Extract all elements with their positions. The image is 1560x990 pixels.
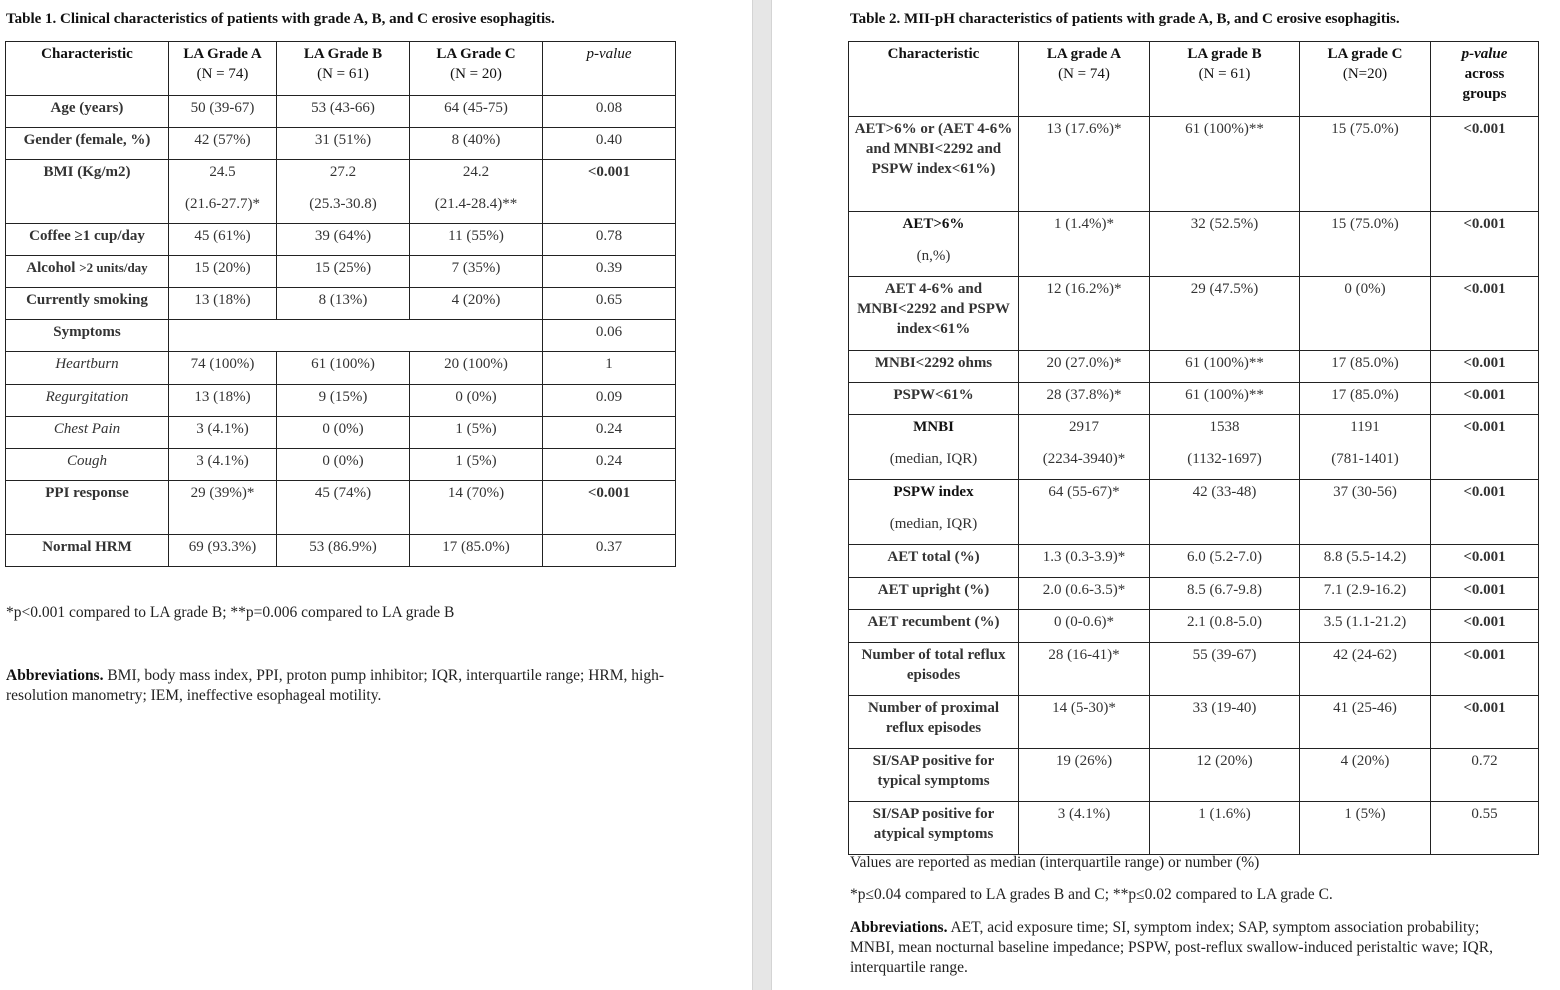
cell-grade-c: 14 (70%)	[410, 481, 543, 535]
cell-value: 24.5	[209, 164, 236, 180]
row-label-unit: (n,%)	[916, 248, 951, 264]
row-label: Age (years)	[6, 96, 169, 128]
header-n: (N = 61)	[1198, 66, 1251, 82]
cell-pvalue: <0.001	[1431, 383, 1539, 415]
row-label	[849, 212, 1019, 277]
cell-grade-b: 55 (39-67)	[1150, 643, 1300, 696]
cell-grade-a: 64 (55-67)*	[1019, 480, 1150, 545]
table1	[5, 41, 676, 567]
cell-value: 1538	[1209, 419, 1240, 435]
cell-grade-a: 28 (37.8%)*	[1019, 383, 1150, 415]
cell-value: 24.2	[462, 164, 490, 180]
header-text: LA Grade C	[436, 46, 516, 62]
cell-grade-a: 0 (0-0.6)*	[1019, 610, 1150, 643]
row-label: Gender (female, %)	[6, 128, 169, 160]
row-label-unit: (median, IQR)	[889, 516, 978, 532]
cell-pvalue: <0.001	[1431, 480, 1539, 545]
cell-grade-c: 8.8 (5.5-14.2)	[1300, 545, 1431, 578]
table2-header-row	[849, 42, 1539, 117]
row-label: Regurgitation	[6, 385, 169, 417]
cell-pvalue: <0.001	[1431, 578, 1539, 610]
cell-grade-b: 53 (86.9%)	[277, 535, 410, 567]
table-row	[849, 480, 1539, 545]
document-page-right	[772, 0, 1560, 990]
cell-grade-a: 14 (5-30)*	[1019, 696, 1150, 749]
table-row	[849, 117, 1539, 212]
cell-grade-b: 1 (1.6%)	[1150, 802, 1300, 855]
cell-grade-b: 0 (0%)	[277, 449, 410, 481]
abbreviations-text: BMI, body mass index, PPI, proton pump inhibitor; IQR, interquartile range; HRM, high-resolution manometry; IEM, ineffective esophageal motility.	[6, 667, 665, 704]
cell-grade-a: 28 (16-41)*	[1019, 643, 1150, 696]
cell-grade-a: 3 (4.1%)	[169, 449, 277, 481]
cell-pvalue: <0.001	[543, 481, 676, 535]
table-row	[6, 160, 676, 224]
cell-grade-b: 9 (15%)	[277, 385, 410, 417]
header-text-3: groups	[1462, 86, 1507, 102]
cell-grade-c: 41 (25-46)	[1300, 696, 1431, 749]
cell-grade-c: 15 (75.0%)	[1300, 212, 1431, 277]
header-text: LA Grade A	[183, 46, 262, 62]
row-label: BMI (Kg/m2)	[6, 160, 169, 224]
table2-header-grade-b	[1150, 42, 1300, 117]
row-label: MNBI<2292 ohms	[849, 351, 1019, 383]
row-label-text: PSPW index	[893, 484, 974, 500]
cell-grade-c: 17 (85.0%)	[1300, 383, 1431, 415]
cell-grade-a: 13 (18%)	[169, 385, 277, 417]
cell-grade-b: 42 (33-48)	[1150, 480, 1300, 545]
table-row	[849, 545, 1539, 578]
table-row	[849, 212, 1539, 277]
abbreviations-title: Abbreviations.	[6, 667, 104, 684]
cell-grade-a: 15 (20%)	[169, 256, 277, 288]
header-text: Characteristic	[887, 46, 980, 62]
row-label: Symptoms	[6, 320, 169, 352]
table1-header-characteristic	[6, 42, 169, 96]
cell-pvalue: 0.08	[543, 96, 676, 128]
table2-header-pvalue	[1431, 42, 1539, 117]
cell-range: (781-1401)	[1331, 451, 1399, 467]
cell-grade-b: 31 (51%)	[277, 128, 410, 160]
cell-grade-b: 61 (100%)	[277, 352, 410, 385]
header-text: LA grade B	[1187, 46, 1262, 62]
table1-footnote: *p<0.001 compared to LA grade B; **p=0.006 compared to LA grade B	[6, 604, 455, 621]
cell-grade-a: 3 (4.1%)	[1019, 802, 1150, 855]
cell-pvalue: <0.001	[543, 160, 676, 224]
table-row	[849, 351, 1539, 383]
table-row	[6, 288, 676, 320]
cell-pvalue: 0.09	[543, 385, 676, 417]
cell-grade-b: 61 (100%)**	[1150, 117, 1300, 212]
row-label: SI/SAP positive for atypical symptoms	[849, 802, 1019, 855]
cell-grade-c: 1 (5%)	[1300, 802, 1431, 855]
header-text: LA Grade B	[303, 46, 383, 62]
cell-value: 1191	[1350, 419, 1380, 435]
cell-pvalue: 0.55	[1431, 802, 1539, 855]
cell-grade-c: 64 (45-75)	[410, 96, 543, 128]
table1-header-row	[6, 42, 676, 96]
table-row	[6, 128, 676, 160]
header-text: p-value	[586, 46, 632, 62]
row-label: AET total (%)	[849, 545, 1019, 578]
table2-header-grade-a	[1019, 42, 1150, 117]
table1-header-grade-b	[277, 42, 410, 96]
cell-grade-b: 61 (100%)**	[1150, 383, 1300, 415]
cell-range: (25.3-30.8)	[309, 196, 377, 212]
cell-pvalue: 0.24	[543, 417, 676, 449]
cell-grade-c: 17 (85.0%)	[1300, 351, 1431, 383]
cell-grade-b: 8.5 (6.7-9.8)	[1150, 578, 1300, 610]
cell-grade-c: 17 (85.0%)	[410, 535, 543, 567]
row-label: AET 4-6% and MNBI<2292 and PSPW index<61%	[849, 277, 1019, 351]
cell-grade-a: 1 (1.4%)*	[1019, 212, 1150, 277]
cell-grade-a: 12 (16.2%)*	[1019, 277, 1150, 351]
cell-pvalue: <0.001	[1431, 277, 1539, 351]
cell-grade-c	[1300, 415, 1431, 480]
header-n: (N = 20)	[450, 66, 502, 82]
cell-grade-c: 0 (0%)	[410, 385, 543, 417]
cell-grade-a: 13 (18%)	[169, 288, 277, 320]
table-row	[6, 96, 676, 128]
header-text: p-value	[1461, 46, 1508, 62]
row-label: Chest Pain	[6, 417, 169, 449]
row-label-text: MNBI	[913, 419, 954, 435]
page-gutter	[752, 0, 772, 990]
table-row	[849, 277, 1539, 351]
row-label: Normal HRM	[6, 535, 169, 567]
cell-grade-c: 0 (0%)	[1300, 277, 1431, 351]
table1-caption: Table 1. Clinical characteristics of patients with grade A, B, and C erosive esophagitis.	[6, 11, 555, 27]
header-n: (N = 74)	[1058, 66, 1110, 82]
cell-pvalue: <0.001	[1431, 212, 1539, 277]
cell-grade-a: 20 (27.0%)*	[1019, 351, 1150, 383]
cell-grade-b: 0 (0%)	[277, 417, 410, 449]
table2-abbreviations	[850, 918, 1510, 978]
header-n: (N=20)	[1342, 66, 1388, 82]
cell-grade-a: 69 (93.3%)	[169, 535, 277, 567]
table-row	[6, 352, 676, 385]
row-label: PSPW<61%	[849, 383, 1019, 415]
document-page-left	[0, 0, 752, 990]
cell-grade-a: 2.0 (0.6-3.5)*	[1019, 578, 1150, 610]
table-row	[849, 578, 1539, 610]
cell-grade-c: 1 (5%)	[410, 417, 543, 449]
cell-range: (21.4-28.4)**	[434, 196, 518, 212]
cell-grade-c: 3.5 (1.1-21.2)	[1300, 610, 1431, 643]
row-label: Number of proximal reflux episodes	[849, 696, 1019, 749]
cell-grade-a: 74 (100%)	[169, 352, 277, 385]
table1-abbreviations	[6, 666, 696, 706]
row-label-qualifier: >2 units/day	[79, 260, 148, 275]
cell-grade-a	[169, 160, 277, 224]
row-label	[849, 415, 1019, 480]
cell-grade-b: 12 (20%)	[1150, 749, 1300, 802]
row-label: SI/SAP positive for typical symptoms	[849, 749, 1019, 802]
cell-pvalue: 0.39	[543, 256, 676, 288]
cell-grade-c: 42 (24-62)	[1300, 643, 1431, 696]
header-text: LA grade C	[1327, 46, 1403, 62]
table-row	[849, 643, 1539, 696]
table-row	[849, 415, 1539, 480]
row-label-text: AET>6%	[902, 216, 965, 232]
table-row	[6, 481, 676, 535]
cell-pvalue: 0.06	[543, 320, 676, 352]
cell-pvalue: 0.24	[543, 449, 676, 481]
cell-grade-a: 19 (26%)	[1019, 749, 1150, 802]
header-text: Characteristic	[41, 46, 133, 62]
table1-header-grade-a	[169, 42, 277, 96]
cell-grade-c: 11 (55%)	[410, 224, 543, 256]
cell-grade-c: 4 (20%)	[1300, 749, 1431, 802]
cell-pvalue: 0.65	[543, 288, 676, 320]
cell-grade-a: 1.3 (0.3-3.9)*	[1019, 545, 1150, 578]
cell-grade-a	[1019, 415, 1150, 480]
row-label: AET recumbent (%)	[849, 610, 1019, 643]
row-label: Currently smoking	[6, 288, 169, 320]
cell-grade-b: 53 (43-66)	[277, 96, 410, 128]
row-label: Cough	[6, 449, 169, 481]
header-n: (N = 61)	[317, 66, 369, 82]
cell-grade-b: 32 (52.5%)	[1150, 212, 1300, 277]
cell-grade-b: 6.0 (5.2-7.0)	[1150, 545, 1300, 578]
table-row	[849, 610, 1539, 643]
table2-values-note: Values are reported as median (interquartile range) or number (%)	[850, 854, 1260, 871]
cell-grade-c: 1 (5%)	[410, 449, 543, 481]
row-label	[6, 256, 169, 288]
abbreviations-title: Abbreviations.	[850, 919, 948, 936]
cell-range: (1132-1697)	[1187, 451, 1262, 467]
cell-pvalue: <0.001	[1431, 415, 1539, 480]
cell-range: (2234-3940)*	[1042, 451, 1126, 467]
row-label-text: Alcohol	[26, 260, 76, 276]
row-label: AET>6% or (AET 4-6% and MNBI<2292 and PSPW index<61%)	[849, 117, 1019, 212]
row-label: Number of total reflux episodes	[849, 643, 1019, 696]
header-n: (N = 74)	[196, 66, 249, 82]
header-text-2: across	[1464, 66, 1505, 82]
cell-grade-a: 50 (39-67)	[169, 96, 277, 128]
cell-pvalue: 0.72	[1431, 749, 1539, 802]
cell-pvalue: 1	[543, 352, 676, 385]
table-row	[849, 749, 1539, 802]
table2-header-grade-c	[1300, 42, 1431, 117]
cell-pvalue: <0.001	[1431, 545, 1539, 578]
row-label	[849, 480, 1019, 545]
cell-grade-b: 39 (64%)	[277, 224, 410, 256]
cell-grade-b: 15 (25%)	[277, 256, 410, 288]
cell-grade-c: 7 (35%)	[410, 256, 543, 288]
row-label: AET upright (%)	[849, 578, 1019, 610]
table-row	[6, 256, 676, 288]
row-label: Heartburn	[6, 352, 169, 385]
cell-grade-a: 42 (57%)	[169, 128, 277, 160]
cell-pvalue: 0.37	[543, 535, 676, 567]
table-row	[6, 320, 676, 352]
cell-range: (21.6-27.7)*	[185, 196, 260, 212]
cell-empty	[169, 320, 543, 352]
table2-header-characteristic	[849, 42, 1019, 117]
cell-pvalue: <0.001	[1431, 696, 1539, 749]
cell-grade-c: 8 (40%)	[410, 128, 543, 160]
cell-grade-b	[1150, 415, 1300, 480]
cell-grade-b: 8 (13%)	[277, 288, 410, 320]
table1-header-grade-c	[410, 42, 543, 96]
table-row	[6, 417, 676, 449]
cell-grade-c: 20 (100%)	[410, 352, 543, 385]
cell-grade-a: 45 (61%)	[169, 224, 277, 256]
row-label: PPI response	[6, 481, 169, 535]
cell-pvalue: <0.001	[1431, 351, 1539, 383]
cell-value: 27.2	[329, 164, 357, 180]
table-row	[6, 535, 676, 567]
cell-grade-c: 7.1 (2.9-16.2)	[1300, 578, 1431, 610]
table2	[848, 41, 1539, 855]
cell-grade-b: 29 (47.5%)	[1150, 277, 1300, 351]
cell-pvalue: 0.78	[543, 224, 676, 256]
table-row	[6, 385, 676, 417]
row-label-unit: (median, IQR)	[889, 451, 978, 467]
cell-grade-a: 29 (39%)*	[169, 481, 277, 535]
cell-grade-b: 61 (100%)**	[1150, 351, 1300, 383]
row-label: Coffee ≥1 cup/day	[6, 224, 169, 256]
cell-grade-c: 4 (20%)	[410, 288, 543, 320]
cell-value: 2917	[1069, 419, 1099, 435]
table2-footnote: *p≤0.04 compared to LA grades B and C; **p≤0.02 compared to LA grade C.	[850, 886, 1333, 903]
table-row	[6, 224, 676, 256]
table-row	[849, 696, 1539, 749]
table-row	[6, 449, 676, 481]
cell-pvalue: <0.001	[1431, 117, 1539, 212]
cell-grade-a: 13 (17.6%)*	[1019, 117, 1150, 212]
cell-grade-c	[410, 160, 543, 224]
cell-grade-b	[277, 160, 410, 224]
table1-header-pvalue	[543, 42, 676, 96]
abbreviations-text: AET, acid exposure time; SI, symptom index; SAP, symptom association probability; MNBI, mean nocturnal baseline impedance; PSPW, post-reflux swallow-induced peristaltic wave; IQR, interquartile range.	[850, 919, 1493, 976]
cell-pvalue: <0.001	[1431, 610, 1539, 643]
cell-pvalue: <0.001	[1431, 643, 1539, 696]
cell-grade-b: 45 (74%)	[277, 481, 410, 535]
table2-caption: Table 2. MII-pH characteristics of patients with grade A, B, and C erosive esophagitis.	[850, 11, 1400, 27]
cell-grade-b: 2.1 (0.8-5.0)	[1150, 610, 1300, 643]
cell-pvalue: 0.40	[543, 128, 676, 160]
table-row	[849, 802, 1539, 855]
table-row	[849, 383, 1539, 415]
cell-grade-b: 33 (19-40)	[1150, 696, 1300, 749]
cell-grade-c: 15 (75.0%)	[1300, 117, 1431, 212]
header-text: LA grade A	[1046, 46, 1122, 62]
cell-grade-c: 37 (30-56)	[1300, 480, 1431, 545]
cell-grade-a: 3 (4.1%)	[169, 417, 277, 449]
